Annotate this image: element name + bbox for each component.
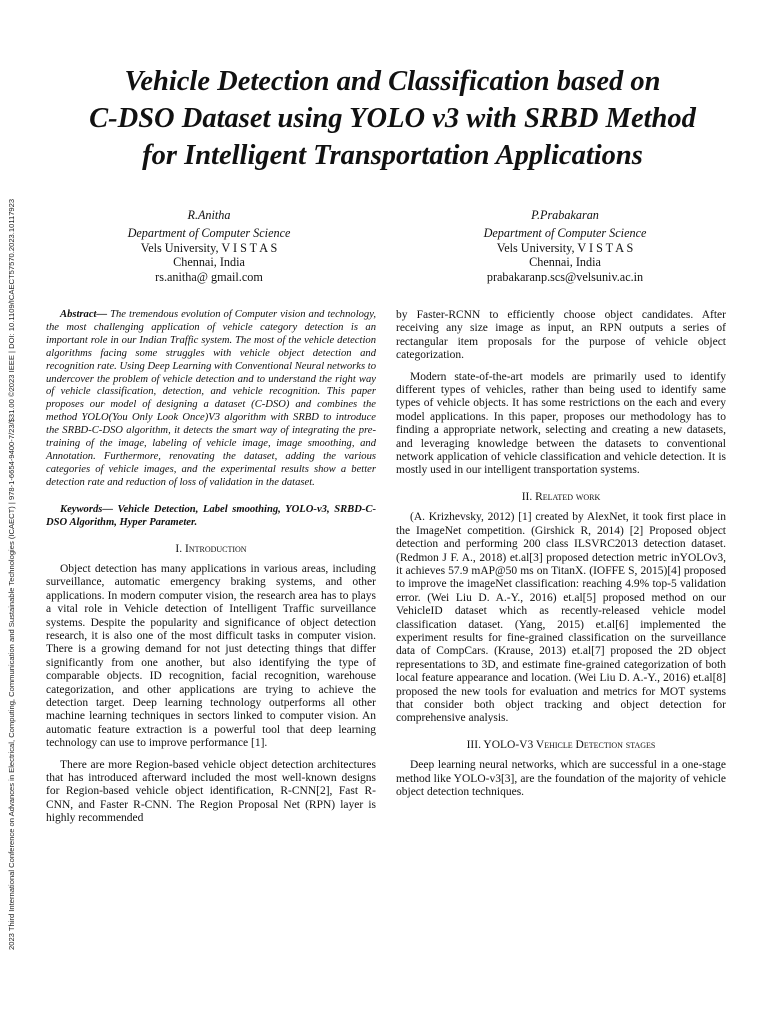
intro-paragraph-1: Object detection has many applications in various areas, including surveillance, automatic emergency braking systems, and other applications. In modern computer vision, the research area has to plays a vital role in Vehicle detection of Intelligent Traffic surveillance systems. Despite the popularity and significance of object detection research, it is also one of the most difficult tasks in computer vision. There is a growing demand for not just detecting things that differ significantly from one another, but also identifying the type of comparable objects. ID recognition, facial recognition, warehouse categorization, and other applications are trying to achieve the detection target. Deep learning technology outperforms all other machine learning techniques in sectors linked to computer vision. An automatic feature extraction is a powerful tool that deep learning technology can use to improve performance [1].	[46, 562, 376, 750]
abstract-text: The tremendous evolution of Computer vision and technology, the most challenging application of vehicle category detection is an important role in our Indian Traffic system. The most of the vehicle detection algorithms facing some struggles with vehicle object detection and recognition rate. Using Deep Learning with Conventional Neural networks to undercover the problem of vehicle detection and to understand the right way of vehicle classification, detection, and vehicle recognition. This paper proposes our model of designing a dataset (C-DSO) and combines the method YOLO(You Only Look Once)V3 algorithm with SRBD to introduce the SRBD-C-DSO algorithm, it detects the smart way of integrating the pre-training of the image, labeling of vehicle image, image smoothing, and Annotation. Furthermore, renovating the dataset, adding the various categories of vehicle images, and the experimental results show a better detection rate and reduction of loss of validation in the dataset.	[46, 309, 376, 488]
author-dept: Department of Computer Science	[483, 226, 647, 241]
conference-citation: 2023 Third International Conference on Advances in Electrical, Computing, Communication and Sustainable Technologies (ICAECT) | 978-1-6654-9400-7/23/$31.00 ©2023 IEEE | DOI: 10.1109/ICAECT57570.2023.10117923	[7, 198, 16, 950]
abstract	[46, 309, 376, 490]
conference-sidebar	[6, 70, 20, 950]
author-univ: Vels University, V I S T A S	[496, 240, 634, 255]
author-dept: Department of Computer Science	[127, 226, 291, 241]
right-column	[396, 309, 726, 807]
keywords: Keywords— Vehicle Detection, Label smoothing, YOLO-v3, SRBD-C-DSO Algorithm, Hyper Parameter.	[46, 503, 376, 528]
section-heading-introduction: I. Introduction	[175, 542, 247, 555]
title-line-1: Vehicle Detection and Classification based on	[124, 66, 661, 97]
title-line-2: C-DSO Dataset using YOLO v3 with SRBD Method	[89, 103, 696, 134]
abstract-lead: Abstract—	[60, 309, 108, 320]
intro-paragraph-2: There are more Region-based vehicle object detection architectures that has introduced afterward included the most well-known designs for Region-based vehicle object identification, R-CNN[2], Fast R- CNN, and Faster R-CNN. The Region Proposal Net (RPN) layer is highly recommended	[46, 758, 376, 825]
title-line-3: for Intelligent Transportation Applications	[142, 140, 643, 171]
left-column	[46, 309, 376, 834]
author-name: R.Anitha	[187, 208, 231, 222]
right-paragraph-1: by Faster-RCNN to efficiently choose object candidates. After receiving any size image as input, an RPN outputs a series of rectangular item proposals for the purpose of vehicle object categorization.	[396, 309, 726, 362]
author-email: prabakaranp.scs@velsuniv.ac.in	[486, 269, 644, 284]
paper-title	[40, 63, 745, 174]
related-paragraph-1: (A. Krizhevsky, 2012) [1] created by AlexNet, it took first place in the ImageNet competition. (Girshick R, 2014) [2] Proposed object detection and performing 200 class ILSVRC2013 detection dataset. (Redmon J F. A., 2018) et.al[3] proposed detection metric inYOLOv3, it achieves 57.9 mAP@50 ms on TitanX. (IOFFE S, 2015)[4] proposed to improve the imageNet classification: reaching 4.9% top-5 validation error. (Wei Liu D. A.-Y., 2016) et.al[5] proposed method on our VehicleID dataset which as recently-released vehicle model classification dataset. (Yang, 2015) et.al[6] implemented the experiment results for fine-grained classification on the surveillance data of CompCars. (Krause, 2013) et.al[7] proposed the 2D object representations to 3D, and estimate fine-grained categorization of both local feature appearance and location. (Wei Liu D. A.-Y., 2016) et.al[8] proposed the new tools for evaluation and metrics for MOT systems that consider both object tracking and object detection for comprehensive analysis.	[396, 511, 726, 725]
section-heading-related-work: II. Related work	[521, 490, 601, 503]
author-email: rs.anitha@ gmail.com	[155, 269, 263, 284]
author-name: P.Prabakaran	[531, 208, 599, 222]
yolo-paragraph-1: Deep learning neural networks, which are successful in a one-stage method like YOLO-v3[3], are the foundation of the majority of vehicle object detection techniques.	[396, 759, 726, 798]
right-paragraph-2: Modern state-of-the-art models are primarily used to identify different types of vehicles, rather than being used to identify same types of vehicle objects. It has some restrictions on the each and every model applications. In this paper, proposes our methodology has to finding a appropriate network, selecting and creating a new datasets, and leveraging knowledge between the datasets to conventional network application of vehicle classification and vehicle detection. It is mostly used in our intelligent transportation systems.	[396, 370, 726, 477]
section-heading-yolo: III. YOLO-V3 Vehicle Detection stages	[466, 738, 656, 751]
author-block-2	[445, 208, 685, 284]
author-univ: Vels University, V I S T A S	[140, 240, 278, 255]
author-city: Chennai, India	[529, 255, 601, 270]
author-city: Chennai, India	[173, 255, 245, 270]
author-block-1	[89, 208, 329, 284]
